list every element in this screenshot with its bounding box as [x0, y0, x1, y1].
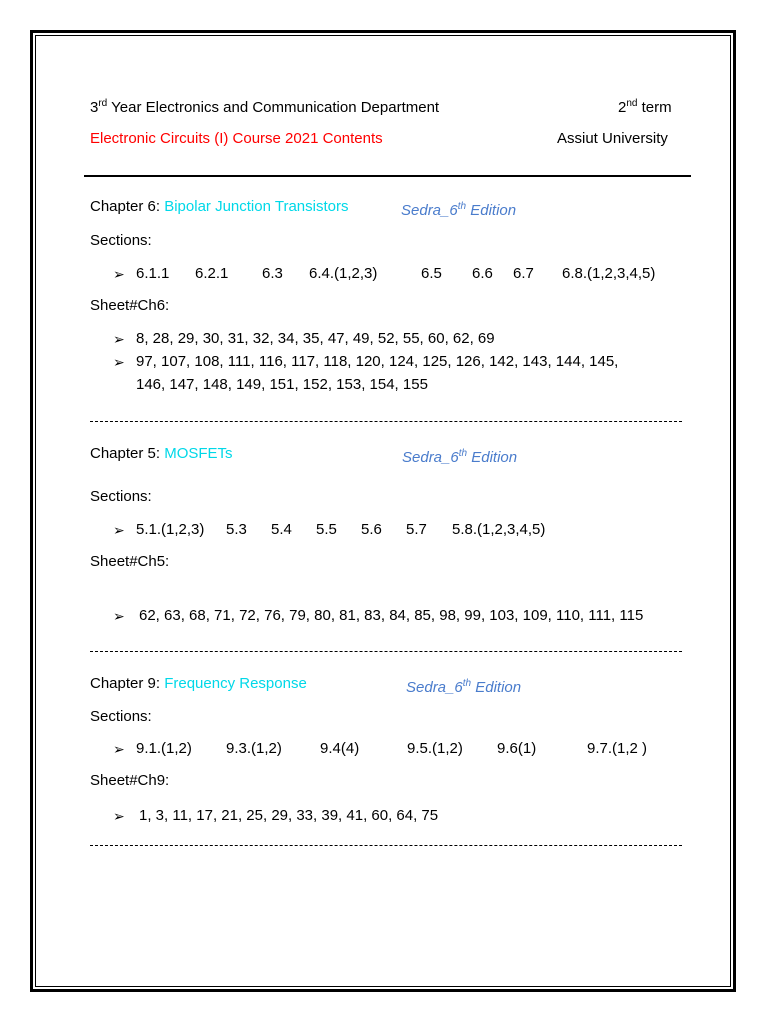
chapter-6-heading [90, 198, 348, 216]
section-item: 9.3.(1,2) [226, 740, 282, 757]
section-item: 9.6(1) [497, 740, 537, 757]
section-item: 9.1.(1,2) [136, 740, 192, 757]
edition-text: Sedra_6 [402, 449, 459, 466]
arrow-bullet-icon: ➢ [113, 808, 125, 824]
edition-text: Sedra_6 [406, 679, 463, 696]
chapter-6-sheet-line: 8, 28, 29, 30, 31, 32, 34, 35, 47, 49, 52, 55, 60, 62, 69 [136, 330, 495, 347]
section-item: 5.1.(1,2,3) [136, 521, 205, 538]
chapter-6-sections-label: Sections: [90, 232, 152, 249]
chapter-5-edition [402, 445, 517, 467]
chapter-9-heading [90, 675, 307, 693]
term-word: term [637, 99, 672, 116]
section-item: 5.8.(1,2,3,4,5) [452, 521, 546, 538]
header-rule [84, 175, 691, 177]
edition-sup: th [458, 448, 468, 459]
chapter-6-title: Bipolar Junction Transistors [164, 198, 349, 215]
section-item: 6.6 [472, 265, 493, 282]
section-item: 5.5 [316, 521, 337, 538]
dept-name: Year Electronics and Communication Department [107, 99, 440, 116]
edition-word: Edition [467, 449, 518, 466]
section-divider [90, 845, 682, 846]
section-item: 9.4(4) [320, 740, 360, 757]
university-name: Assiut University [557, 130, 668, 147]
dept-year: 3 [90, 99, 99, 116]
chapter-5-label: Chapter 5: [90, 445, 165, 462]
section-item: 5.7 [406, 521, 427, 538]
edition-sup: th [462, 678, 472, 689]
edition-word: Edition [471, 679, 522, 696]
course-title: Electronic Circuits (I) Course 2021 Contents [90, 130, 383, 147]
arrow-bullet-icon: ➢ [113, 741, 125, 757]
chapter-6-edition [401, 198, 516, 220]
section-item: 6.3 [262, 265, 283, 282]
section-item: 6.4.(1,2,3) [309, 265, 378, 282]
section-divider [90, 651, 682, 652]
chapter-9-sheet-label: Sheet#Ch9: [90, 772, 170, 789]
chapter-6-sheet-label: Sheet#Ch6: [90, 297, 170, 314]
term-line [618, 95, 672, 117]
dept-year-sup: rd [98, 98, 108, 109]
section-item: 5.3 [226, 521, 247, 538]
edition-text: Sedra_6 [401, 202, 458, 219]
chapter-6-sheet-line-cont: 146, 147, 148, 149, 151, 152, 153, 154, 155 [136, 376, 428, 393]
section-divider [90, 421, 682, 422]
chapter-5-sheet-line: 62, 63, 68, 71, 72, 76, 79, 80, 81, 83, 84, 85, 98, 99, 103, 109, 110, 111, 115 [139, 607, 644, 624]
arrow-bullet-icon: ➢ [113, 266, 125, 282]
chapter-9-sections-label: Sections: [90, 708, 152, 725]
section-item: 6.1.1 [136, 265, 170, 282]
chapter-9-label: Chapter 9: [90, 675, 165, 692]
term-number: 2 [618, 99, 627, 116]
section-item: 6.5 [421, 265, 442, 282]
chapter-6-sheet-line: 97, 107, 108, 111, 116, 117, 118, 120, 124, 125, 126, 142, 143, 144, 145, [136, 353, 619, 370]
chapter-5-sections-label: Sections: [90, 488, 152, 505]
section-item: 6.7 [513, 265, 534, 282]
chapter-5-title: MOSFETs [164, 445, 233, 462]
department-line [90, 95, 439, 117]
arrow-bullet-icon: ➢ [113, 608, 125, 624]
chapter-5-sheet-label: Sheet#Ch5: [90, 553, 170, 570]
section-item: 6.2.1 [195, 265, 229, 282]
edition-sup: th [457, 201, 467, 212]
section-item: 9.7.(1,2 ) [587, 740, 648, 757]
chapter-5-heading [90, 445, 233, 463]
section-item: 6.8.(1,2,3,4,5) [562, 265, 656, 282]
arrow-bullet-icon: ➢ [113, 354, 125, 370]
chapter-9-edition [406, 675, 521, 697]
chapter-9-sheet-line: 1, 3, 11, 17, 21, 25, 29, 33, 39, 41, 60, 64, 75 [139, 807, 439, 824]
chapter-6-label: Chapter 6: [90, 198, 165, 215]
section-item: 5.4 [271, 521, 292, 538]
arrow-bullet-icon: ➢ [113, 522, 125, 538]
arrow-bullet-icon: ➢ [113, 331, 125, 347]
section-item: 9.5.(1,2) [407, 740, 463, 757]
term-sup: nd [626, 98, 638, 109]
chapter-9-title: Frequency Response [164, 675, 307, 692]
section-item: 5.6 [361, 521, 382, 538]
edition-word: Edition [466, 202, 517, 219]
